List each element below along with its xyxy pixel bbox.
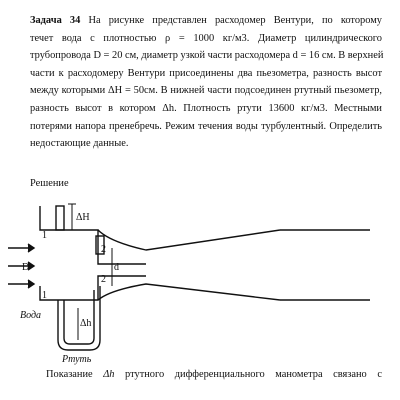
problem-line-5: между которыми ΔH = 50см. В нижней части подсоединен ртутный пьезометр, — [30, 85, 382, 97]
bottom-word-3: ртутного — [125, 369, 165, 380]
label-dH: ΔH — [76, 212, 90, 223]
bottom-word-2: Δh — [103, 369, 115, 380]
problem-line-1: Задача 34 На рисунке представлен расходомер Вентури, по которому — [30, 15, 382, 26]
problem-line-4: части к расходомеру Вентури присоединены два пьезометра, разность высот — [30, 67, 382, 79]
problem-statement — [30, 12, 382, 153]
pipe-bottom-wall — [40, 276, 146, 300]
label-water: Вода — [20, 310, 42, 321]
bottom-word-4: дифференциального — [174, 369, 265, 380]
label-2-top: 2 — [101, 244, 106, 255]
piezometer-1 — [56, 206, 64, 230]
label-dh: Δh — [80, 318, 92, 329]
solution-heading: Решение — [30, 178, 69, 189]
venturi-lower-profile — [98, 284, 280, 300]
problem-line-8: недостающие данные. — [30, 138, 129, 150]
venturi-upper-profile — [98, 230, 280, 250]
problem-line-6: разность высот в котором Δh. Плотность ртути 13600 кг/м3. Местными — [30, 102, 382, 114]
bottom-word-7: с — [377, 369, 382, 380]
label-1-top: 1 — [42, 230, 47, 241]
bottom-word-1: Показание — [46, 369, 93, 380]
problem-line-3: трубопровода D = 20 см, диаметр узкой части расходомера d = 16 см. В верхней — [30, 50, 384, 62]
label-2-bottom: 2 — [101, 274, 106, 285]
label-mercury: Ртуть — [62, 354, 92, 365]
solution-text-line — [46, 369, 382, 380]
label-D: D — [22, 262, 30, 273]
bottom-word-6: связано — [333, 369, 367, 380]
problem-title: Задача 34 — [30, 15, 81, 26]
venturi-diagram — [0, 190, 400, 365]
label-1-bottom: 1 — [42, 290, 47, 301]
label-d: d — [114, 262, 119, 273]
problem-line-2: течет вода с плотностью ρ = 1000 кг/м3. Диаметр цилиндрического — [30, 32, 382, 44]
bottom-word-5: манометра — [275, 369, 323, 380]
problem-line-7: потерями напора пренебречь. Режим течения воды турбулентный. Определить — [30, 120, 382, 132]
